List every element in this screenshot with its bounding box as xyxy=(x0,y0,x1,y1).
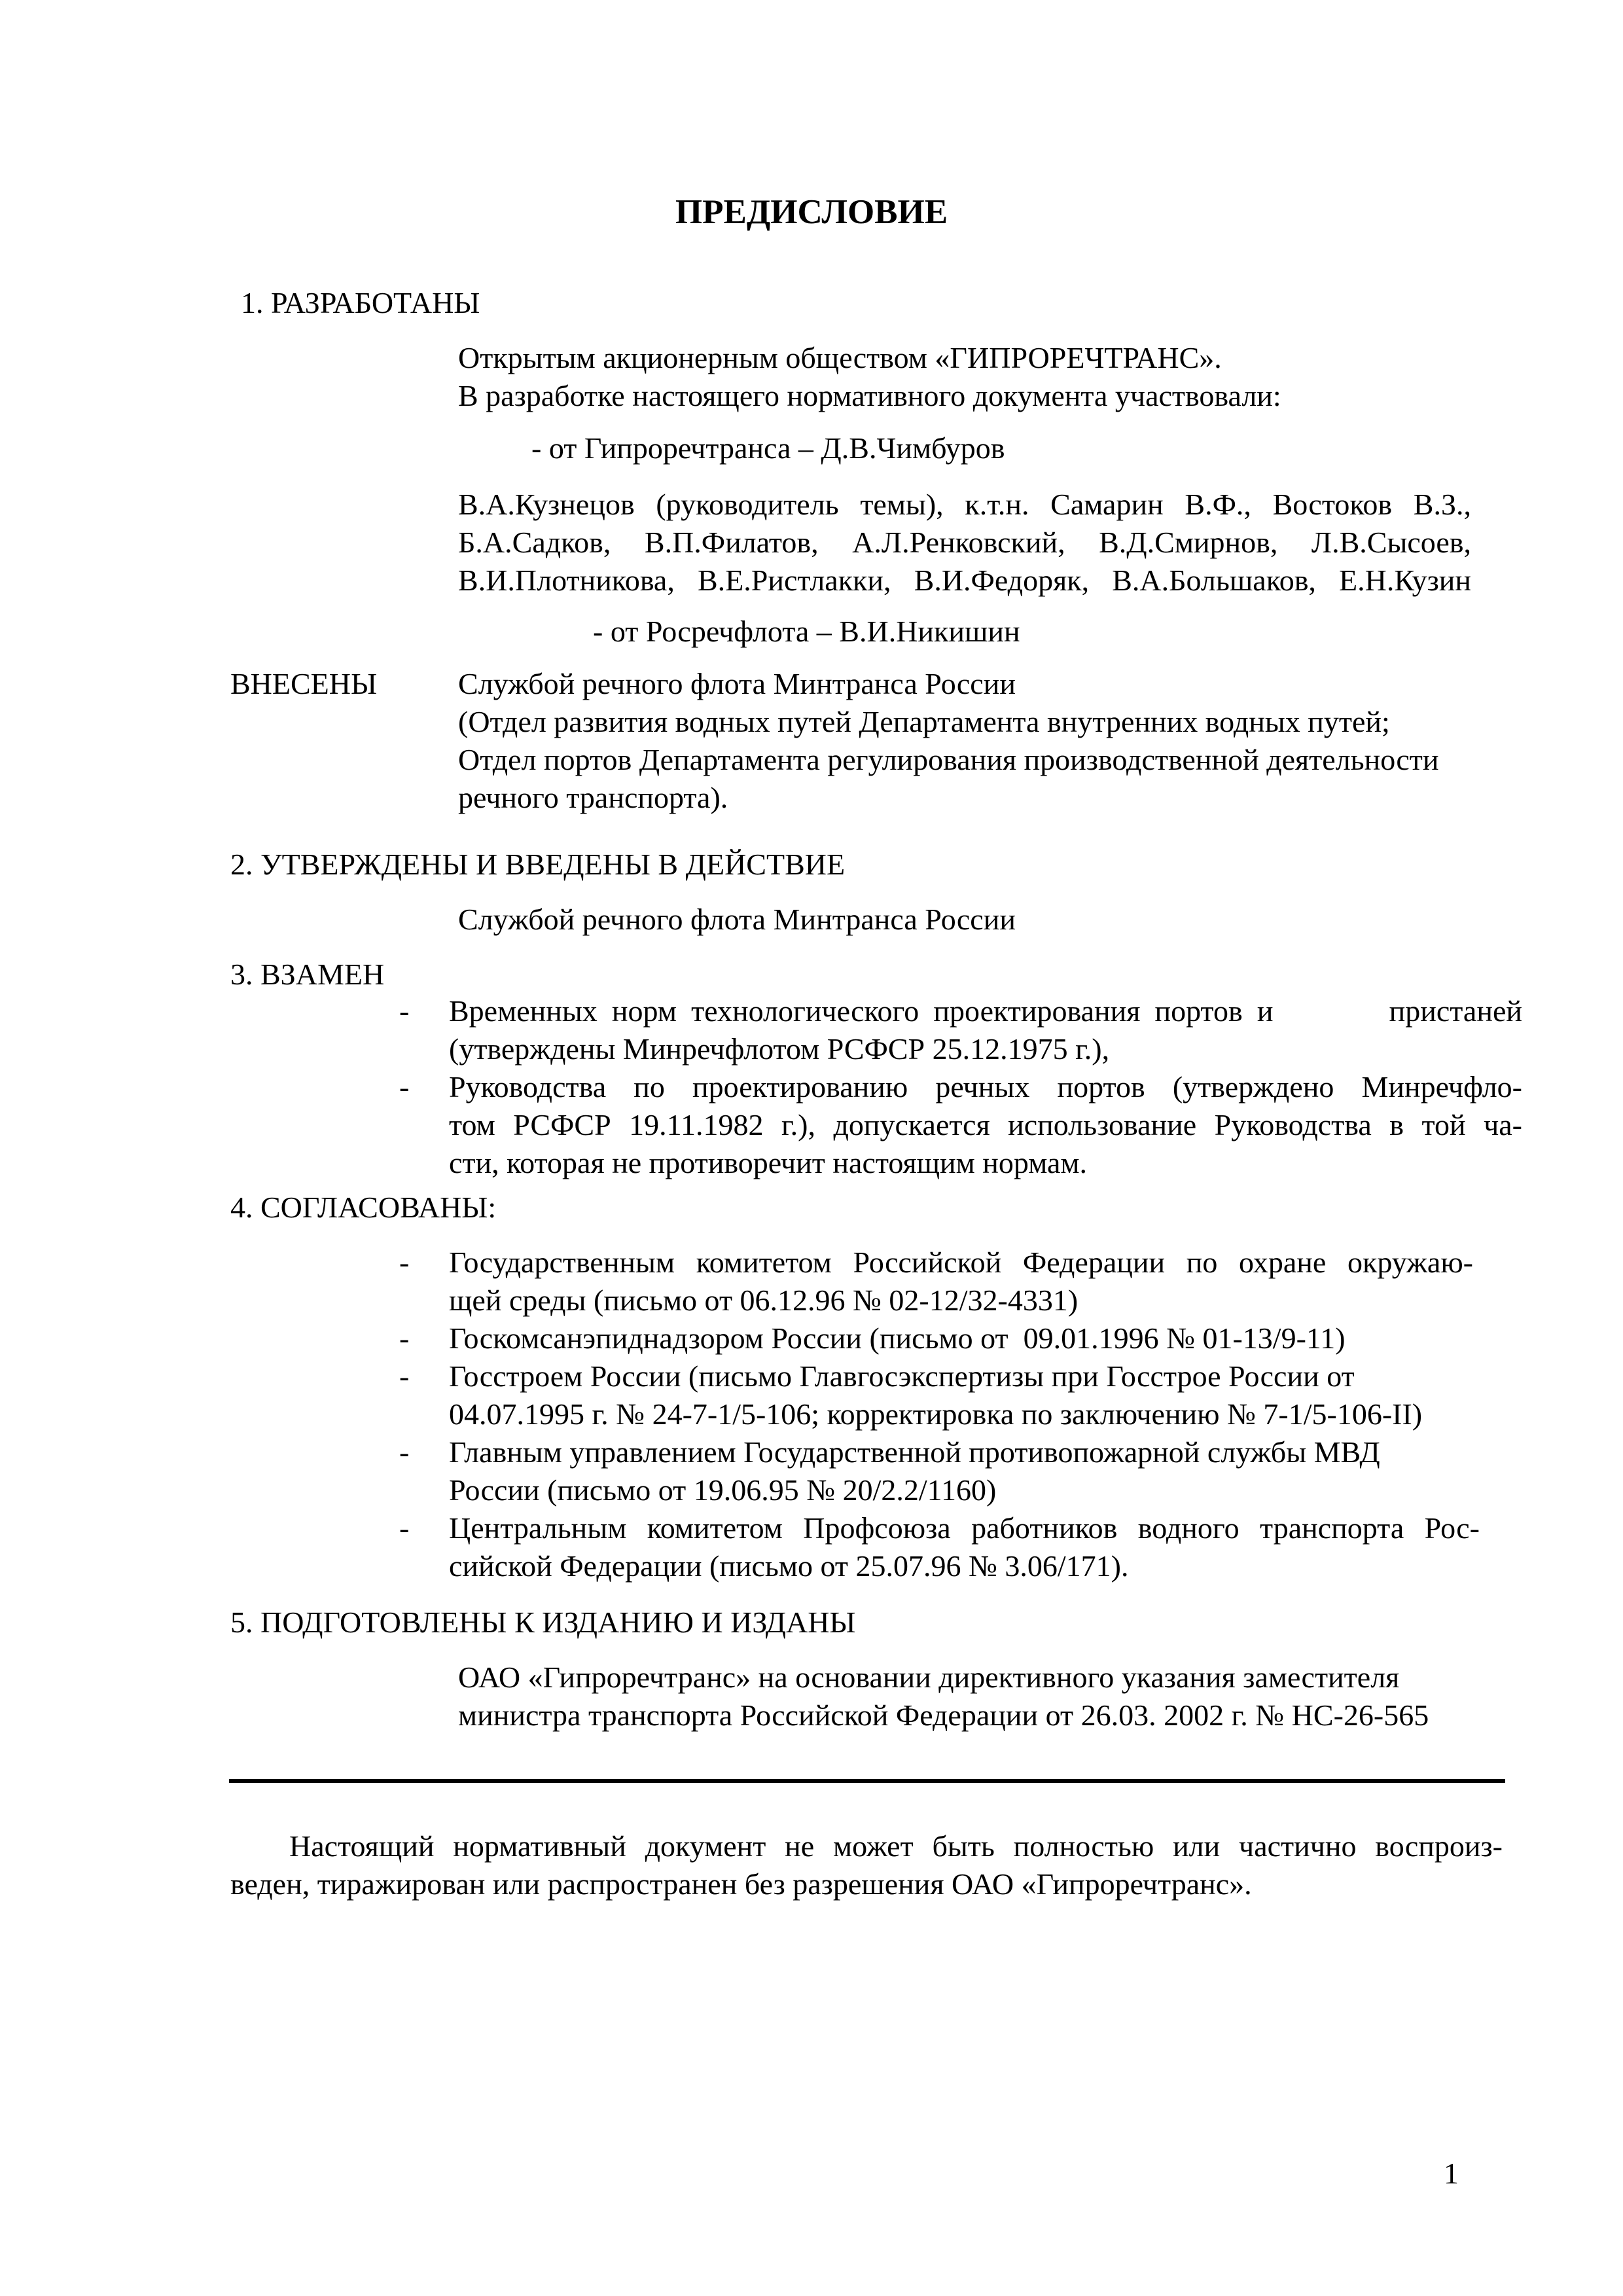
introduced-label: ВНЕСЕНЫ xyxy=(230,667,378,700)
list-dash: - xyxy=(399,1511,410,1545)
notice-line: веден, тиражирован или распространен без разрешения ОАО «Гипроречтранс». xyxy=(230,1867,1252,1901)
list-dash: - xyxy=(399,994,410,1028)
introduced-line: Отдел портов Департамента регулирования производственной деятельности xyxy=(458,743,1439,776)
introduced-body xyxy=(458,665,1439,817)
section-3-heading: 3. ВЗАМЕН xyxy=(230,958,385,991)
agreement-item xyxy=(449,1357,1422,1433)
section-2-heading: 2. УТВЕРЖДЕНЫ И ВВЕДЕНЫ В ДЕЙСТВИЕ xyxy=(230,848,846,881)
list-dash: - xyxy=(399,1359,410,1393)
list-dash: - xyxy=(399,1070,410,1103)
introduced-line: Службой речного флота Минтранса России xyxy=(458,667,1016,700)
developer-organization: Открытым акционерным обществом «ГИПРОРЕЧТРАНС». xyxy=(458,341,1222,374)
page-number: 1 xyxy=(1444,2157,1459,2190)
agreement-item-line: России (письмо от 19.06.95 № 20/2.2/1160) xyxy=(449,1473,997,1507)
replaced-item-line: том РСФСР 19.11.1982 г.), допускается использование Руководства в той ча- xyxy=(449,1108,1522,1141)
agreement-item-line: сийской Федерации (письмо от 25.07.96 № 3.06/171). xyxy=(449,1549,1129,1583)
list-dash: - xyxy=(399,1246,410,1279)
list-dash: - xyxy=(399,1321,410,1355)
authors-line: Б.А.Садков, В.П.Филатов, А.Л.Ренковский, В.Д.Смирнов, Л.В.Сысоев, xyxy=(458,526,1471,559)
agreement-item xyxy=(449,1319,1346,1357)
replaced-item-line: Руководства по проектированию речных портов (утверждено Минречфло- xyxy=(449,1070,1522,1103)
introduced-line: (Отдел развития водных путей Департамента внутренних водных путей; xyxy=(458,705,1390,738)
notice-line: Настоящий нормативный документ не может быть полностью или частично воспроиз- xyxy=(289,1829,1503,1863)
section-5-body xyxy=(458,1659,1429,1734)
authors-line: В.И.Плотникова, В.Е.Ристлакки, В.И.Федоряк, В.А.Большаков, Е.Н.Кузин xyxy=(458,564,1471,597)
section-5-heading: 5. ПОДГОТОВЛЕНЫ К ИЗДАНИЮ И ИЗДАНЫ xyxy=(230,1605,856,1639)
replaced-item-line: сти, которая не противоречит настоящим нормам. xyxy=(449,1146,1088,1179)
introduced-line: речного транспорта). xyxy=(458,781,728,814)
replaced-item xyxy=(449,992,1522,1068)
section-5-line: министра транспорта Российской Федерации от 26.03. 2002 г. № НС-26-565 xyxy=(458,1698,1429,1732)
authors-line: В.А.Кузнецов (руководитель темы), к.т.н. Самарин В.Ф., Востоков В.З., xyxy=(458,488,1471,521)
section-4-heading: 4. СОГЛАСОВАНЫ: xyxy=(230,1191,497,1224)
agreement-item xyxy=(449,1244,1522,1319)
authors-list xyxy=(458,486,1471,600)
copyright-notice xyxy=(230,1827,1503,1903)
agreement-item-line: щей среды (письмо от 06.12.96 № 02-12/32-4331) xyxy=(449,1283,1079,1317)
participant-giprorechtrans: - от Гипроречтранса – Д.В.Чимбуров xyxy=(531,431,1005,465)
replaced-item-line: (утверждены Минречфлотом РСФСР 25.12.1975 г.), xyxy=(449,1032,1110,1066)
section-5-line: ОАО «Гипроречтранс» на основании директивного указания заместителя xyxy=(458,1660,1400,1694)
agreement-item xyxy=(449,1509,1522,1585)
agreement-item xyxy=(449,1433,1380,1509)
participants-intro: В разработке настоящего нормативного документа участвовали: xyxy=(458,379,1281,412)
agreement-item-line: 04.07.1995 г. № 24-7-1/5-106; корректировка по заключению № 7-1/5-106-II) xyxy=(449,1397,1423,1431)
replaced-item xyxy=(449,1068,1522,1182)
list-dash: - xyxy=(399,1435,410,1469)
agreement-item-line: Главным управлением Государственной противопожарной службы МВД xyxy=(449,1435,1380,1469)
agreement-item-line: Госкомсанэпиднадзором России (письмо от 09.01.1996 № 01-13/9-11) xyxy=(449,1321,1346,1355)
agreement-item-line: Государственным комитетом Российской Федерации по охране окружаю- xyxy=(449,1246,1473,1279)
replaced-item-line: Временных норм технологического проектирования портов и пристаней xyxy=(449,994,1522,1028)
page-title: ПРЕДИСЛОВИЕ xyxy=(675,193,948,231)
horizontal-rule xyxy=(229,1779,1505,1783)
section-2-body: Службой речного флота Минтранса России xyxy=(458,903,1016,936)
section-1-heading: 1. РАЗРАБОТАНЫ xyxy=(241,286,480,319)
agreement-item-line: Госстроем России (письмо Главгосэкспертизы при Госстрое России от xyxy=(449,1359,1355,1393)
participant-rosrechflot: - от Росречфлота – В.И.Никишин xyxy=(593,615,1020,648)
agreement-item-line: Центральным комитетом Профсоюза работников водного транспорта Рос- xyxy=(449,1511,1480,1545)
